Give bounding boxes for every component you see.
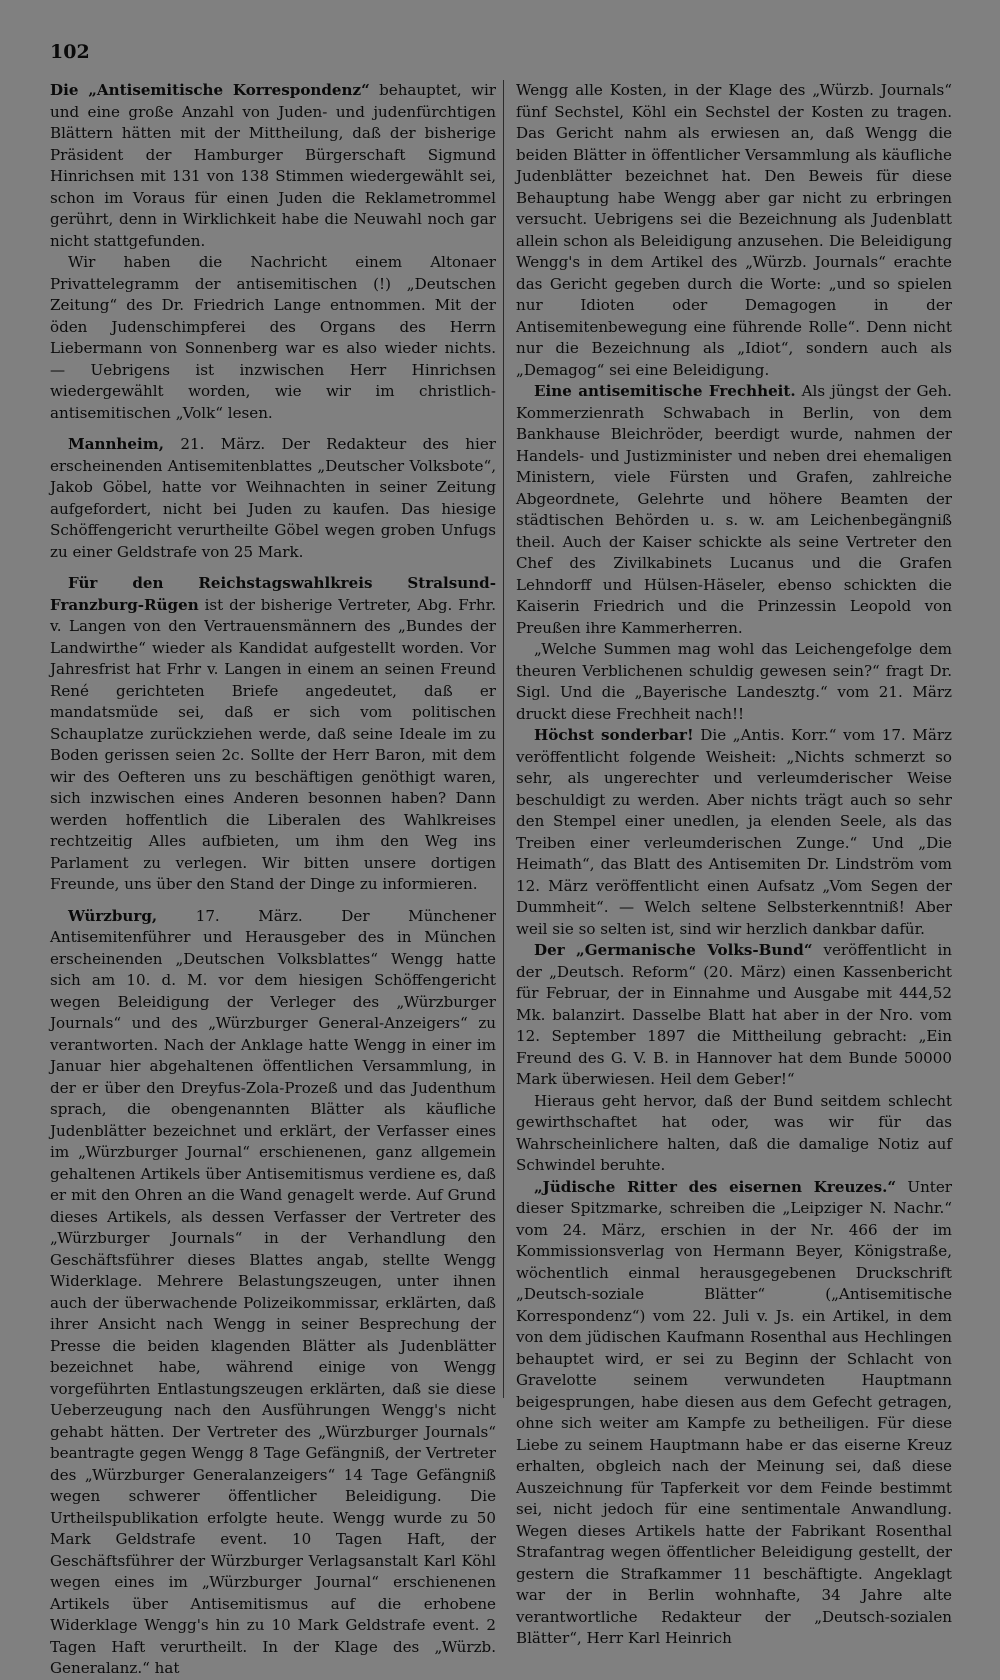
article-text: „Welche Summen mag wohl das Leichengefolge dem theuren Verblichenen schuldig gewesen sein?“ fragt Dr. Sigl. Und die „Bayerische Landesztg.“ vom 21. März druckt diese Frechheit nach!! — [516, 640, 952, 723]
article-heading: Höchst sonderbar! — [534, 726, 694, 744]
article-paragraph — [50, 80, 496, 252]
article-paragraph — [50, 573, 496, 896]
article-text: 21. März. Der Redakteur des hier erscheinenden Antisemitenblattes „Deutscher Volksbote“, Jakob Göbel, hatte vor Weihnachten in seiner Zeitung aufgefordert, nicht bei Juden zu kaufen. Das hiesige Schöffengericht verurtheilte Göbel wegen groben Unfugs zu einer Geldstrafe von 25 Mark. — [50, 435, 496, 561]
article-heading: Mannheim, — [68, 435, 164, 453]
article-paragraph — [516, 940, 952, 1091]
article-text: Unter dieser Spitzmarke, schreiben die „Leipziger N. Nachr.“ vom 24. März, erschien in der Nr. 466 der im Kommissionsverlag von Hermann Beyer, Königstraße, wöchentlich einmal herausgegebenen Druckschrift „Deutsch-soziale Blätter“ („Antisemitische Korrespondenz“) vom 22. Juli v. Js. ein Artikel, in dem von dem jüdischen Kaufmann Rosenthal aus Hechlingen behauptet wird, er sei zu Beginn der Schlacht von Gravelotte seinem verwundeten Hauptmann beigesprungen, habe diesen aus dem Gefecht getragen, ohne sich weiter am Kampfe zu betheiligen. Für diese Liebe zu seinem Hauptmann habe er das eiserne Kreuz erhalten, obgleich nach der Meinung sei, daß diese Auszeichnung für Tapferkeit vor dem Feinde bestimmt sei, nicht jedoch für eine sentimentale Anwandlung. Wegen dieses Artikels hatte der Fabrikant Rosenthal Strafantrag wegen öffentlicher Beleidigung gestellt, der gestern die Strafkammer 11 beschäftigte. Angeklagt war der in Berlin wohnhafte, 34 Jahre alte verantwortliche Redakteur der „Deutsch-sozialen Blätter“, Herr Karl Heinrich — [516, 1177, 953, 1647]
article-paragraph — [516, 1177, 952, 1650]
article-paragraph — [516, 1091, 952, 1177]
article-text: Wengg alle Kosten, in der Klage des „Würzb. Journals“ fünf Sechstel, Köhl ein Sechstel der Kosten zu tragen. Das Gericht nahm als erwiesen an, daß Wengg die beiden Blätter in öffentlicher Versammlung als käufliche Judenblätter bezeichnet hat. Den Beweis für diese Behauptung habe Wengg aber gar nicht zu erbringen versucht. Uebrigens sei die Bezeichnung als Judenblatt allein schon als Beleidigung anzusehen. Die Beleidigung Wengg's in dem Artikel des „Würzb. Journals“ erachte das Gericht gegeben durch die Worte: „und so spielen nur Idioten oder Demagogen in der Antisemitenbewegung eine führende Rolle“. Denn nicht nur die Bezeichnung als „Idiot“, sondern auch als „Demagog“ sei eine Beleidigung. — [516, 81, 952, 379]
article-text: veröffentlicht in der „Deutsch. Reform“ (20. März) einen Kassenbericht für Februar, der in Einnahme und Ausgabe mit 444,52 Mk. balanzirt. Dasselbe Blatt hat aber in der Nro. vom 12. September 1897 die Mittheilung gebracht: „Ein Freund des G. V. B. in Hannover hat dem Bunde 50000 Mark überwiesen. Heil dem Geber!“ — [516, 941, 953, 1088]
article-paragraph — [516, 725, 952, 940]
article-paragraph — [50, 434, 496, 563]
article-heading: Der „Germanische Volks-Bund“ — [534, 941, 813, 959]
article-heading: „Jüdische Ritter des eisernen Kreuzes.“ — [534, 1177, 897, 1196]
article-text: 17. März. Der Münchener Antisemitenführer und Herausgeber des in München erscheinenden „Deutschen Volksblattes“ Wengg hatte sich am 10. d. M. vor dem hiesigen Schöffengericht wegen Beleidigung der Verleger des „Würzburger Journals“ und des „Würzburger General-Anzeigers“ zu verantworten. Nach der Anklage hatte Wengg in einer im Januar hier abgehaltenen öffentlichen Versammlung, in der er über den Dreyfus-Zola-Prozeß und das Judenthum sprach, die obengenannten Blätter als käufliche Judenblätter bezeichnet und erklärt, der Verfasser eines im „Würzburger Journal“ erschienenen, ganz allgemein gehaltenen Artikels über Antisemitismus verdiene es, daß er mit den Ohren an die Wand genagelt werde. Auf Grund dieses Artikels, als dessen Verfasser der Vertreter des „Würzburger Journals“ in der Verhandlung den Geschäftsführer dieses Blattes angab, stellte Wengg Widerklage. Mehrere Belastungszeugen, unter ihnen auch der überwachende Polizeikommissar, erklärten, daß ihrer Ansicht nach Wengg in seiner Besprechung der Presse die beiden klagenden Blätter als Judenblätter bezeichnet habe, während einige von Wengg vorgeführten Entlastungszeugen erklärten, daß sie diese Ueberzeugung nach den Ausführungen Wengg's nicht gehabt hätten. Der Vertreter des „Würzburger Journals“ beantragte gegen Wengg 8 Tage Gefängniß, der Vertreter des „Würzburger Generalanzeigers“ 14 Tage Gefängniß wegen schwerer öffentlicher Beleidigung. Die Urtheilspublikation erfolgte heute. Wengg wurde zu 50 Mark Geldstrafe event. 10 Tagen Haft, der Geschäftsführer der Würzburger Verlagsanstalt Karl Köhl wegen eines im „Würzburger Journal“ erschienenen Artikels über Antisemitismus auf die erhobene Widerklage Wengg's hin zu 10 Mark Geldstrafe event. 2 Tagen Haft verurtheilt. In der Klage des „Würzb. Generalanz.“ hat — [50, 906, 496, 1677]
article-paragraph — [50, 906, 496, 1680]
page-number: 102 — [50, 41, 90, 63]
article-heading: Eine antisemitische Frechheit. — [534, 382, 796, 400]
article-paragraph — [516, 80, 952, 381]
article-text: Hieraus geht hervor, daß der Bund seitdem schlecht gewirthschaftet hat oder, was wir für das Wahrscheinlichere halten, daß die damalige Notiz auf Schwindel beruhte. — [516, 1091, 952, 1174]
article-text: behauptet, wir und eine große Anzahl von Juden- und judenfürchtigen Blättern hätten mit der Mittheilung, daß der bisherige Präsident der Hamburger Bürgerschaft Sigmund Hinrichsen mit 131 von 138 Stimmen wiedergewählt sei, schon im Voraus für einen Juden die Reklametrommel gerührt, denn in Wirklichkeit habe die Neuwahl noch gar nicht stattgefunden. — [50, 81, 496, 250]
article-text: Die „Antis. Korr.“ vom 17. März veröffentlicht folgende Weisheit: „Nichts schmerzt so sehr, als ungerechter und verleumderischer Weise beschuldigt zu werden. Aber nichts trägt auch so sehr den Stempel einer unedlen, ja elenden Seele, als das Treiben einer verleumderischen Zunge.“ Und „Die Heimath“, das Blatt des Antisemiten Dr. Lindström vom 12. März veröffentlicht einen Aufsatz „Vom Segen der Dummheit“. — Welch seltene Selbsterkenntniß! Aber weil sie so selten ist, sind wir herzlich dankbar dafür. — [516, 726, 952, 938]
column-divider — [503, 80, 504, 1398]
article-heading: Die „Antisemitische Korrespondenz“ — [50, 81, 370, 99]
left-column — [50, 80, 496, 1680]
article-text: Wir haben die Nachricht einem Altonaer Privattelegramm der antisemitischen (!) „Deutschen Zeitung“ des Dr. Friedrich Lange entnommen. Mit der öden Judenschimpferei des Organs des Herrn Liebermann von Sonnenberg war es also wieder nichts. — Uebrigens ist inzwischen Herr Hinrichsen wiedergewählt worden, wie wir im christlich-antisemitischen „Volk“ lesen. — [50, 253, 496, 422]
article-text: ist der bisherige Vertreter, Abg. Frhr. v. Langen von den Vertrauensmännern des „Bundes der Landwirthe“ wieder als Kandidat aufgestellt worden. Vor Jahresfrist hat Frhr v. Langen in einem an seinen Freund René gerichteten Briefe angedeutet, daß er mandatsmüde sei, daß er sich vom politischen Schauplatze zurückziehen werde, daß seine Ideale im zu Boden gerissen seien 2c. Sollte der Herr Baron, mit dem wir des Oefteren uns zu beschäftigen genöthigt waren, sich inzwischen eines Anderen besonnen haben? Dann werden hoffentlich die Liberalen des Wahlkreises rechtzeitig Alles aufbieten, um ihm den Weg ins Parlament zu verlegen. Wir bitten unsere dortigen Freunde, uns über den Stand der Dinge zu informieren. — [50, 595, 496, 893]
article-heading: Würzburg, — [68, 906, 158, 925]
article-heading: Für den Reichstagswahlkreis Stralsund-Franzburg-Rügen — [50, 574, 496, 614]
right-column — [516, 80, 952, 1650]
article-text: Als jüngst der Geh. Kommerzienrath Schwabach in Berlin, von dem Bankhause Bleichröder, beerdigt wurde, nahmen der Handels- und Justizminister und neben drei ehemaligen Ministern, viele Fürsten und Grafen, zahlreiche Abgeordnete, Gelehrte und höhere Beamten der städtischen Behörden u. s. w. am Leichenbegängniß theil. Auch der Kaiser schickte als seine Vertreter den Chef des Zivilkabinets Lucanus und die Grafen Lehndorff und Hülsen-Häseler, ebenso schickten die Kaiserin Friedrich und die Prinzessin Leopold von Preußen ihre Kammerherren. — [516, 382, 952, 637]
article-paragraph — [516, 639, 952, 725]
article-paragraph — [516, 381, 952, 639]
article-paragraph — [50, 252, 496, 424]
